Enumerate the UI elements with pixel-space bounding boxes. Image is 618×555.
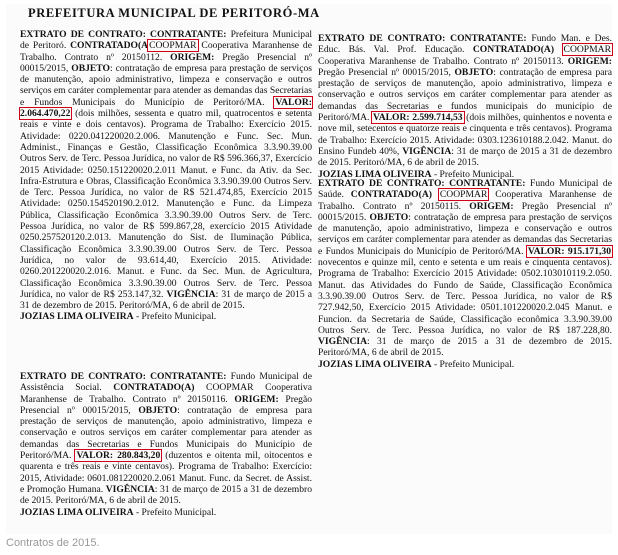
- extract-heading: EXTRATO DE CONTRATO: CONTRATANTE:: [318, 178, 526, 189]
- vigencia-label: VIGÊNCIA: [318, 336, 368, 348]
- contract-extract-health: [318, 178, 612, 370]
- valor-highlight: VALOR: 915.171,30: [527, 245, 611, 257]
- contract-extract-social-assistance: [20, 371, 312, 518]
- page-title: PREFEITURA MUNICIPAL DE PERITORÓ-MA: [28, 6, 320, 20]
- programa-text: (dois milhões, sessenta e quatro mil, quatrocentos e setenta reais e vinte e dois centavos). Programa de Trabalho: Exercício 2015. Atividade: 0220.041220020.2.006. Manutenção e Func. Sec. Mun. Administ., Finanças e Gestão, Classificação Econômica 3.3.90.39.00 Outros Serv. de Terc. Pessoa Jurídica, no valor de R$ 596.366,37, Exercício 2015 Atividade: 0250.151220020.2.011 Manut. e Func. da Ativ. da Sec. Infra-Estrutura e Obras, Classificação Econômica 3.3.90.39.00 Outros Serv. de Terc. Pessoa Jurídica, no valor de R$ 521.474,85, Exercício 2015 Atividade: 0250.154520190.2.012. Manutenção e Func. da Limpeza Pública, Classificação Econômica 3.3.90.39.00 Outros Serv. de Terc. Pessoa Jurídica, no valor de R$ 599.867,28, exercício 2015 Atividade 0250.257520120.2.013. Manutenção do Sist. de Iluminação Pública, Classificação Econômica 3.3.90.39.00 Outros Serv. de Terc. Pessoa Jurídica, no valor de 93.614,40, Exercício 2015. Atividade: 0260.201220020.2.016. Manut. e Func. da Sec. Mun. de Agricultura, Classificação Econômica 3.3.90.39.00 Outros Serv. de Terc. Pessoa Jurídica, no valor de R$ 253.147,32.: [20, 108, 312, 300]
- signer-role: - Prefeito Municipal.: [133, 506, 217, 518]
- objeto-label: OBJETO: [138, 404, 178, 416]
- contratado-label: CONTRATADO(A): [350, 189, 432, 201]
- vigencia-text: : 31 de março de 2015 a 31 de dezembro de 2015. Peritoró/MA, 6 de abril de 2015.: [318, 145, 612, 169]
- signer-role: - Prefeito Municipal.: [133, 311, 217, 323]
- extract-heading: EXTRATO DE CONTRATO: CONTRATANTE:: [318, 33, 527, 44]
- newspaper-page: [6, 4, 612, 534]
- objeto-text: : contratação de empresa para prestação de serviços de manutenção, apoio administrativo, limpeza e conservação e outros serviços em caráter complementar para atender as demandas das Secretarias e Fundos Municipais do Município de Peritoró/MA.: [318, 211, 612, 257]
- vigencia-text: : 31 de março de 2015 a 31 de dezembro de 2015. Peritoró/MA, 6 de abril de 2015.: [318, 336, 612, 359]
- contract-number-text: Cooperativa Maranhense de Trabalho. Contrato nº 20150116.: [20, 382, 312, 405]
- contratado-highlight: COOPMAR: [563, 44, 611, 56]
- origem-label: ORIGEM:: [170, 51, 215, 63]
- contratante-text: Fundo Municipal de Saúde.: [318, 178, 612, 201]
- contratado-label: CONTRATADO(A: [70, 40, 149, 52]
- valor-highlight: VALOR: 280.843,20: [76, 450, 161, 462]
- origem-text: Pregão Presencial nº 00015/2015.: [318, 200, 612, 223]
- programa-text: novecentos e quinze mil, cento e setenta e um reais e cinquenta centavos). Programa de Trabalho: Exercício 2015 Atividade: 0502.103010119.2.050. Manut. das Atividades do Fundo de Saúde, Classificação Econômica 3.3.90.39.00 Outros Serv. de Terc. Pessoa Jurídica, no valor de R$ 727.942,50, Exercício 2015 Atividade: 0501.101220020.2.045 Manut. e Funcion. da Secretaria de Saúde, Classificação econômica 3.3.90.39.00 Outros Serv. de Terc. Pessoa Jurídica, no valor de R$ 187.228,80.: [318, 257, 612, 336]
- objeto-text: : contratação de empresa para prestação de serviços de manutenção, apoio administrativo, limpeza e conservação e outros serviços em caráter complementar para atender as demandas das Secretarias e fundos municipais do município de Peritoró/MA.: [318, 66, 612, 124]
- contratado-highlight: COOPMAR: [149, 40, 197, 52]
- contratante-text: Prefeitura Municipal de Peritoró.: [20, 29, 312, 52]
- objeto-text: : contratação de empresa para prestação de serviços de manutenção, apoio administrativo, limpeza e conservação e outros serviços em caráter complementar para atender as demandas das Secretarias e Fundos Municipais do Município de Peritoró/MA.: [20, 62, 312, 108]
- contract-extract-education: [318, 33, 612, 180]
- origem-label: ORIGEM:: [234, 393, 279, 405]
- contract-number-text: Cooperativa Maranhense de Trabalho. Contrato nº 20150113.: [318, 55, 568, 67]
- contratante-text: Fundo Man. e Des. Educ. Bás. Val. Prof. Educação.: [318, 33, 612, 56]
- contract-number-text: Cooperativa Maranhense de Trabalho. Contrato nº 20150112.: [20, 40, 312, 63]
- signer-role: - Prefeito Municipal.: [431, 358, 515, 370]
- origem-text: Pregão Presencial nº 00015/2015,: [20, 51, 312, 74]
- contratado-highlight: COOPMAR: [439, 189, 488, 201]
- signer-name: JOZIAS LIMA OLIVEIRA: [318, 358, 432, 370]
- origem-text: Pregão Presencial nº 00015/2015,: [318, 66, 455, 78]
- valor-highlight: VALOR: 2.599.714,53: [373, 112, 463, 124]
- contratado-label: CONTRATADO(A): [113, 382, 195, 394]
- vigencia-text: : 31 de março de 2015 a 31 de dezembro de 2015. Peritoró/MA, 6 de abril de 2015.: [20, 483, 312, 507]
- objeto-label: OBJETO: [454, 66, 494, 78]
- contract-number-text: Cooperativa Maranhense de Trabalho. Contrato nº 20150115.: [318, 189, 612, 212]
- origem-text: Pregão Presencial nº 00015/2015,: [20, 393, 312, 416]
- vigencia-text: : 31 de março de 2015 a 31 de dezembro de 2015. Peritoró/MA, 6 de abril de 2015.: [20, 288, 312, 312]
- origem-label: ORIGEM:: [469, 200, 514, 212]
- contratado-name: COOPMAR: [194, 382, 254, 394]
- extract-heading: EXTRATO DE CONTRATO: CONTRATANTE:: [20, 29, 227, 40]
- programa-text: (dois milhões, quinhentos e noventa e nove mil, setecentos e quatorze reais e cinquenta e três centavos). Programa de Trabalho: Exercício 2015. Atividade: 0303.123610188.2.042. Manut. do Ensino Fundeb 40%,: [318, 112, 612, 157]
- objeto-text: : contratação de empresa para prestação de serviços de manutenção, apoio administrativo, limpeza e conservação e outros serviços em caráter complementar para atender as demandas das Secretarias e Fundos Municipais do Município de Peritoró/MA.: [20, 404, 312, 462]
- signer-name: JOZIAS LIMA OLIVEIRA: [20, 506, 134, 518]
- valor-highlight: VALOR: 2.064.470,22: [20, 96, 312, 120]
- objeto-label: OBJETO: [369, 211, 409, 223]
- contratante-text: Fundo Municipal de Assistência Social.: [20, 371, 312, 394]
- vigencia-label: VIGÊNCIA: [166, 288, 216, 300]
- signer-name: JOZIAS LIMA OLIVEIRA: [20, 311, 134, 323]
- signer-role: - Prefeito Municipal.: [431, 168, 515, 180]
- contratado-label: CONTRATADO(A): [472, 44, 555, 56]
- programa-text: (duzentos e oitenta mil, oitocentos e quarenta e três reais e vinte centavos). Programa de Trabalho: Exercício: 2015, Atividade: 0601.081220020.2.061 Manut. Func. da Secret. de Assist. e Promoção Humana.: [20, 450, 312, 495]
- vigencia-label: VIGÊNCIA: [105, 483, 155, 495]
- origem-label: ORIGEM:: [567, 55, 612, 67]
- extract-heading: EXTRATO DE CONTRATO: CONTRATANTE:: [20, 371, 227, 382]
- signer-name: JOZIAS LIMA OLIVEIRA: [318, 168, 432, 180]
- contract-extract-municipality: [20, 29, 312, 323]
- vigencia-label: VIGÊNCIA: [402, 145, 452, 157]
- image-caption: Contratos de 2015.: [6, 537, 100, 549]
- objeto-label: OBJETO: [71, 62, 110, 74]
